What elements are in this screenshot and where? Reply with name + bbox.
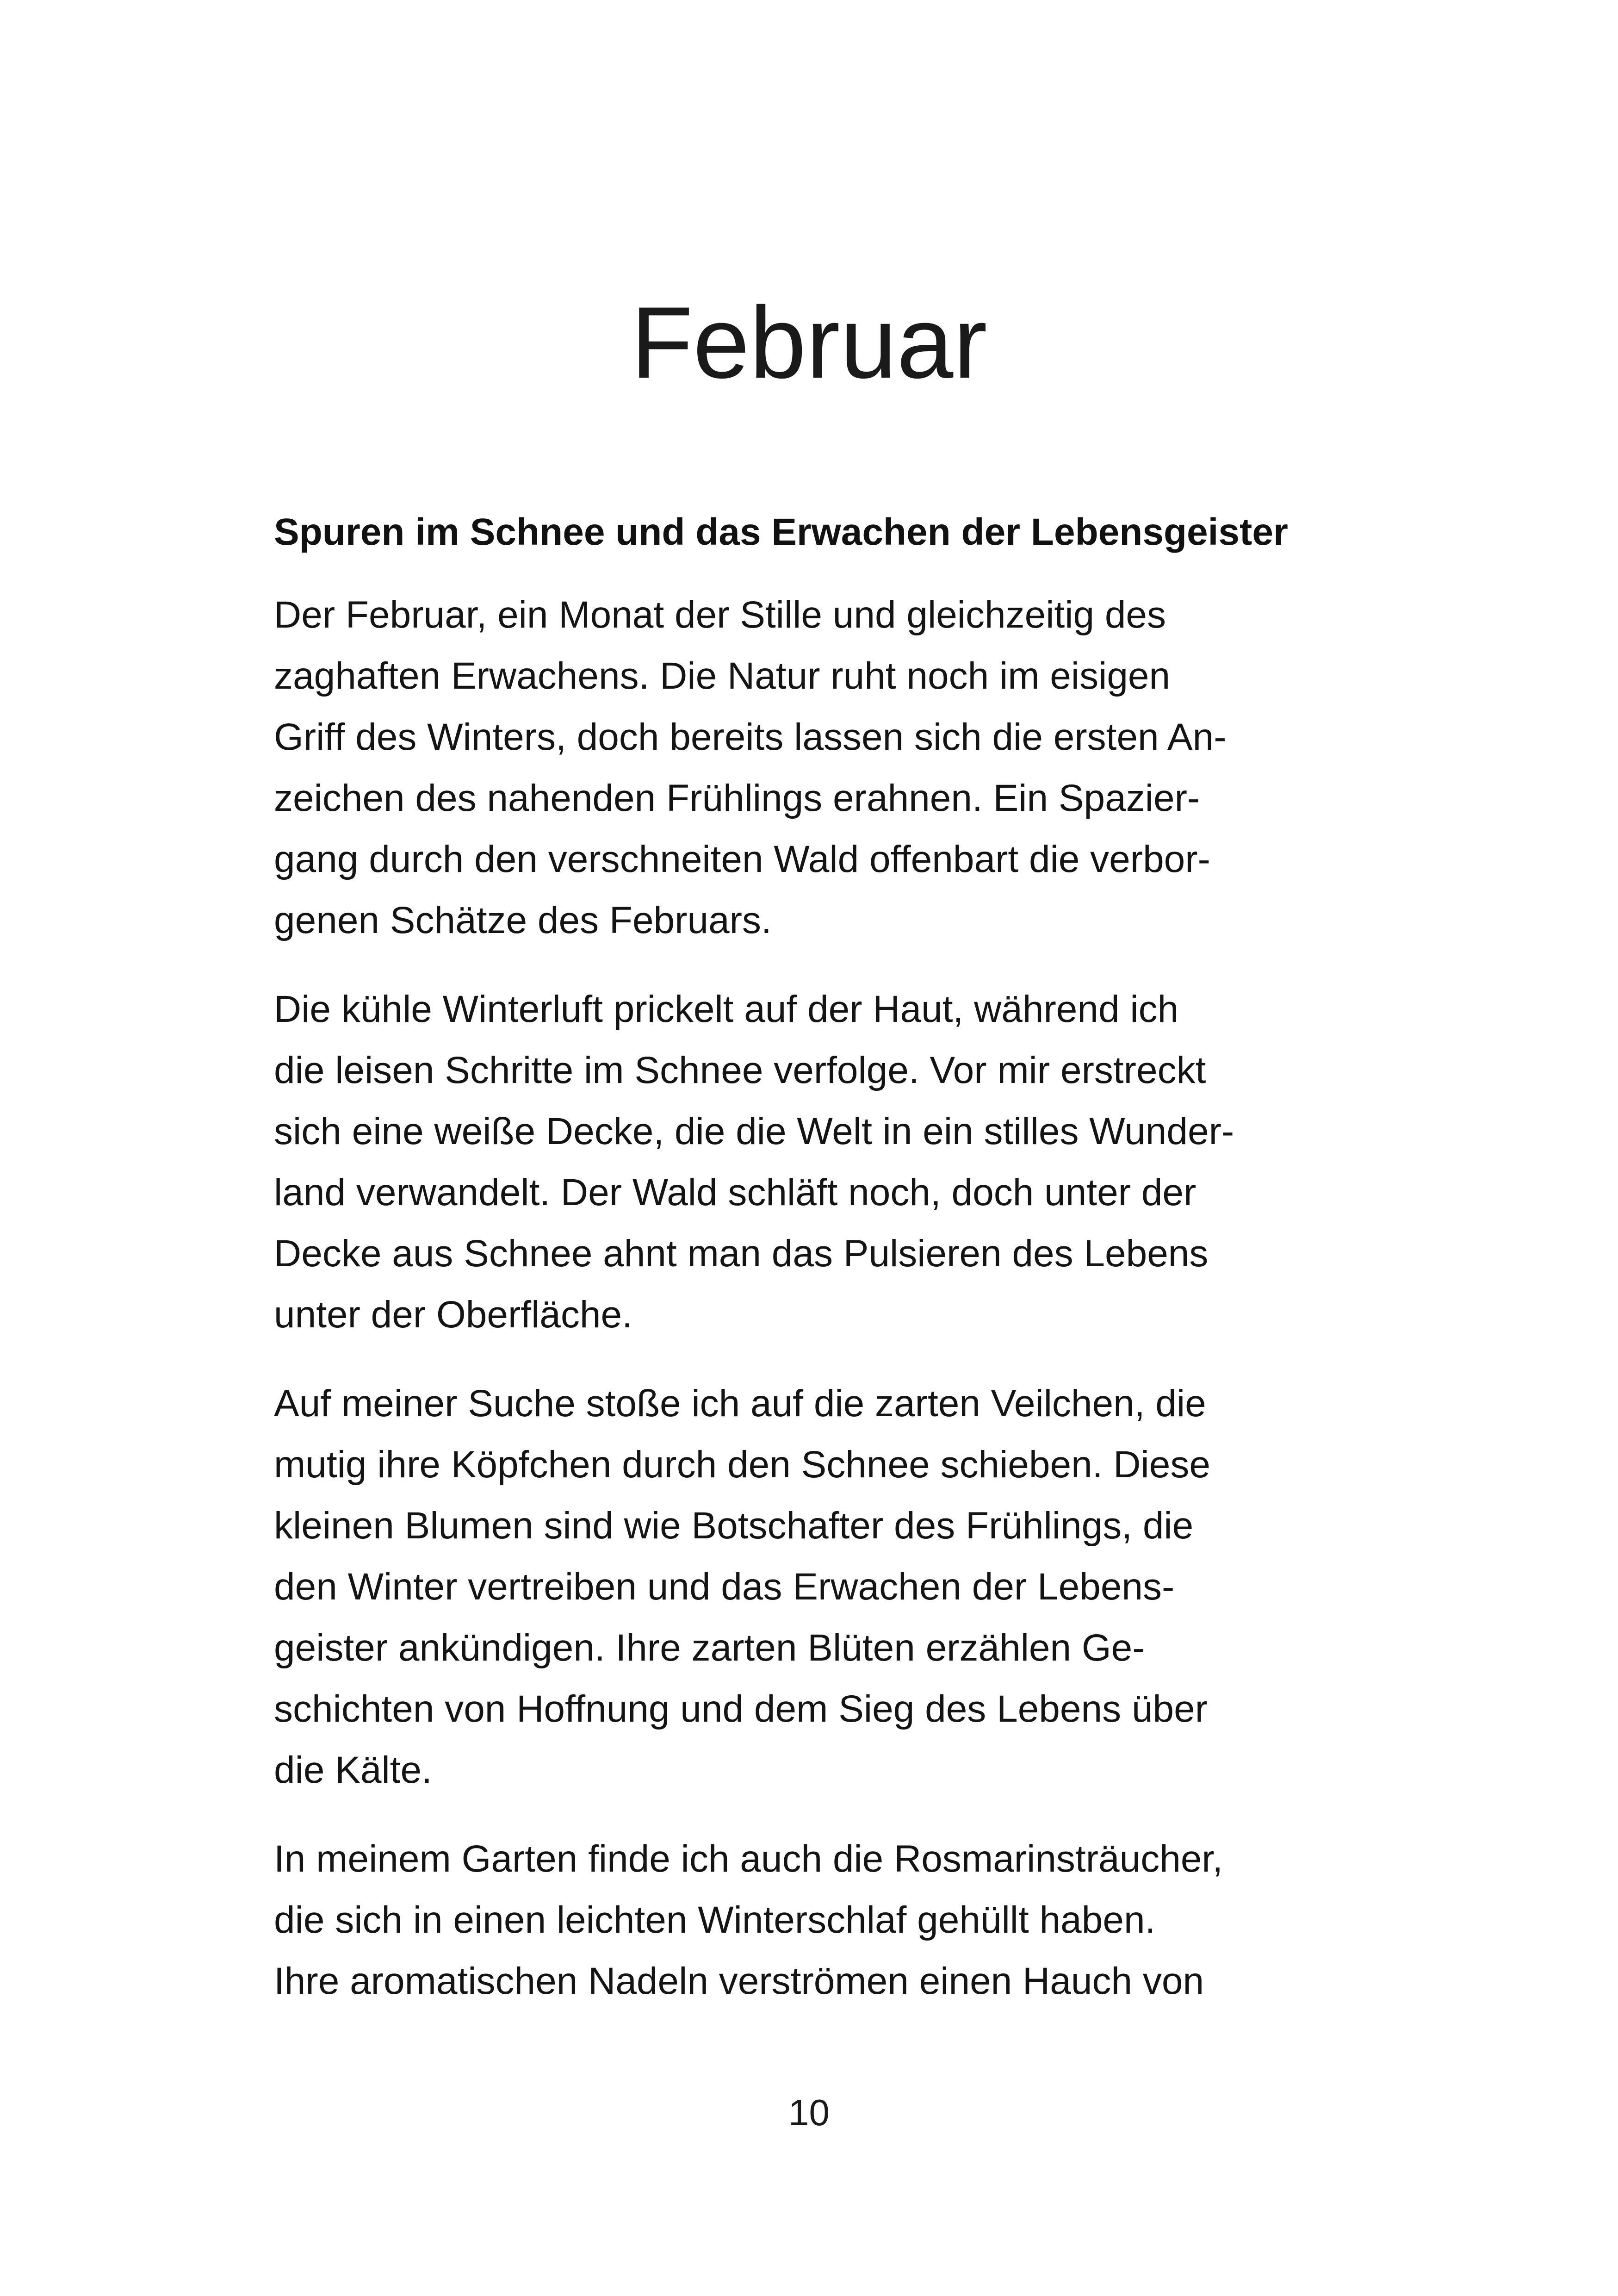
text-line: schichten von Hoffnung und dem Sieg des Lebens über bbox=[274, 1688, 1208, 1730]
text-line: Decke aus Schnee ahnt man das Pulsieren des Lebens bbox=[274, 1232, 1209, 1275]
text-line: mutig ihre Köpfchen durch den Schnee schieben. Diese bbox=[274, 1444, 1210, 1486]
paragraph bbox=[274, 1373, 1352, 1801]
text-line: Auf meiner Suche stoße ich auf die zarten Veilchen, die bbox=[274, 1382, 1206, 1425]
paragraph bbox=[274, 585, 1352, 951]
text-line: den Winter vertreiben und das Erwachen der Lebens- bbox=[274, 1566, 1175, 1608]
text-line: Ihre aromatischen Nadeln verströmen einen Hauch von bbox=[274, 1960, 1204, 2002]
text-line: Der Februar, ein Monat der Stille und gleichzeitig des bbox=[274, 594, 1166, 636]
text-line: Griff des Winters, doch bereits lassen sich die ersten An- bbox=[274, 716, 1227, 758]
text-line: land verwandelt. Der Wald schläft noch, doch unter der bbox=[274, 1171, 1196, 1213]
page-number: 10 bbox=[788, 2092, 830, 2133]
text-line: genen Schätze des Februars. bbox=[274, 899, 772, 941]
text-line: die Kälte. bbox=[274, 1749, 432, 1791]
text-line: In meinem Garten finde ich auch die Rosmarinsträucher, bbox=[274, 1838, 1223, 1880]
text-line: kleinen Blumen sind wie Botschafter des Frühlings, die bbox=[274, 1505, 1194, 1547]
text-line: unter der Oberfläche. bbox=[274, 1294, 632, 1336]
text-line: geister ankündigen. Ihre zarten Blüten erzählen Ge- bbox=[274, 1627, 1145, 1669]
text-line: zaghaften Erwachens. Die Natur ruht noch im eisigen bbox=[274, 655, 1171, 697]
text-line: zeichen des nahenden Frühlings erahnen. Ein Spazier- bbox=[274, 777, 1200, 819]
text-line: die leisen Schritte im Schnee verfolge. Vor mir erstreckt bbox=[274, 1049, 1206, 1091]
text-line: Die kühle Winterluft prickelt auf der Haut, während ich bbox=[274, 988, 1179, 1030]
text-line: sich eine weiße Decke, die die Welt in ein stilles Wunder- bbox=[274, 1110, 1234, 1152]
section-heading: Spuren im Schnee und das Erwachen der Lebensgeister bbox=[274, 511, 1288, 553]
chapter-body bbox=[274, 502, 1352, 2040]
chapter-title: Februar bbox=[631, 286, 987, 399]
text-line: die sich in einen leichten Winterschlaf gehüllt haben. bbox=[274, 1899, 1156, 1941]
paragraph bbox=[274, 979, 1352, 1345]
paragraph bbox=[274, 1829, 1352, 2012]
text-line: gang durch den verschneiten Wald offenbart die verbor- bbox=[274, 838, 1210, 880]
